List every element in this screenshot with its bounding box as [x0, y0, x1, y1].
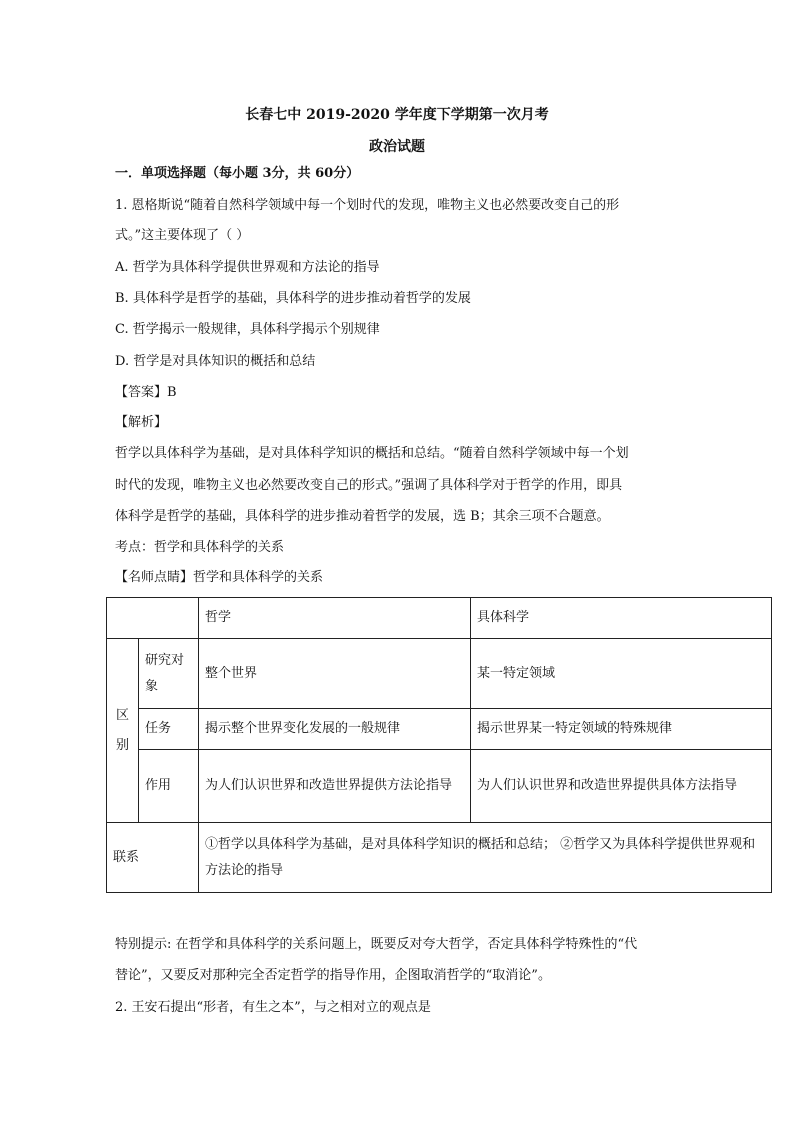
tip-line1: 特别提示: 在哲学和具体科学的关系问题上，既要反对夸大哲学，否定具体科学特殊性的“代	[115, 937, 638, 952]
comparison-table	[106, 597, 772, 893]
row-label: 任务	[139, 709, 199, 750]
table-row	[107, 639, 772, 709]
row-label: 研究对象	[139, 639, 199, 709]
q1-analysis-label: 【解析】	[115, 415, 168, 430]
q1-option-d: D. 哲学是对具体知识的概括和总结	[115, 354, 316, 369]
table-row	[107, 750, 772, 823]
q1-option-c: C. 哲学揭示一般规律，具体科学揭示个别规律	[115, 322, 380, 337]
section-heading: 一．单项选择题（每小题 3分，共 60分）	[115, 166, 360, 181]
q1-answer: 【答案】B	[115, 385, 177, 400]
row-philosophy: 揭示整个世界变化发展的一般规律	[199, 709, 471, 750]
q1-analysis-line2: 时代的发现，唯物主义也必然要改变自己的形式。”强调了具体科学对于哲学的作用，即具	[115, 478, 623, 493]
table-link-row	[107, 823, 772, 893]
table-row	[107, 709, 772, 750]
row-philosophy: 整个世界	[199, 639, 471, 709]
row-philosophy: 为人们认识世界和改造世界提供方法论指导	[199, 750, 471, 823]
exam-title: 长春七中 2019-2020 学年度下学期第一次月考	[245, 107, 549, 123]
table-corner-cell	[107, 598, 199, 639]
row-label: 作用	[139, 750, 199, 823]
table-header-row	[107, 598, 772, 639]
q2-stem: 2. 王安石提出“形者，有生之本”，与之相对立的观点是	[115, 1000, 431, 1015]
link-label: 联系	[107, 823, 199, 893]
link-text: ①哲学以具体科学为基础，是对具体科学知识的概括和总结； ②哲学又为具体科学提供世界观和方法论的指导	[199, 823, 772, 893]
q1-stem-line1: 1. 恩格斯说“随着自然科学领域中每一个划时代的发现，唯物主义也必然要改变自己的形	[115, 198, 620, 213]
header-philosophy: 哲学	[199, 598, 471, 639]
row-science: 揭示世界某一特定领域的特殊规律	[471, 709, 772, 750]
q1-analysis-line1: 哲学以具体科学为基础，是对具体科学知识的概括和总结。“随着自然科学领域中每一个划	[115, 446, 629, 461]
tip-line2: 替论”，又要反对那种完全否定哲学的指导作用，企图取消哲学的“取消论”。	[115, 968, 551, 983]
q1-option-b: B. 具体科学是哲学的基础，具体科学的进步推动着哲学的发展	[115, 291, 471, 306]
q1-option-a: A. 哲学为具体科学提供世界观和方法论的指导	[115, 260, 380, 275]
q1-kaodian: 考点：哲学和具体科学的关系	[115, 540, 285, 555]
row-science: 为人们认识世界和改造世界提供具体方法指导	[471, 750, 772, 823]
header-science: 具体科学	[471, 598, 772, 639]
q1-mingshi: 【名师点睛】哲学和具体科学的关系	[115, 570, 324, 585]
exam-subtitle: 政治试题	[369, 139, 425, 155]
q1-stem-line2: 式。”这主要体现了（ ）	[115, 228, 250, 243]
group-label-distinction: 区别	[107, 639, 139, 823]
q1-analysis-line3: 体科学是哲学的基础，具体科学的进步推动着哲学的发展，选 B；其余三项不合题意。	[115, 509, 610, 524]
row-science: 某一特定领域	[471, 639, 772, 709]
